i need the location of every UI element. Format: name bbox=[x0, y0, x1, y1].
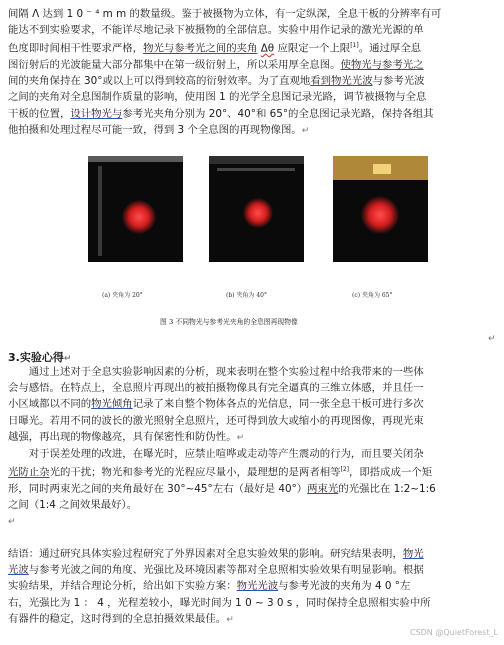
text-line: 能达不到实验要求，不能详尽地记录下被摄物的全部信息。实验中用作记录的激光光源的单 bbox=[8, 24, 424, 37]
text-line: 小区域都以不同的 bbox=[8, 398, 92, 411]
underlined-text: 使物光与参考光之 bbox=[340, 59, 424, 72]
section-heading: 3.实验心得↵ bbox=[8, 351, 72, 364]
subfigure-caption: (b) 夹角为 40° bbox=[226, 292, 267, 299]
text-line: 的光强比在 1:2~1:6 bbox=[338, 482, 436, 495]
text-line: 光的干扰；物光和参考光的光程应尽量小，最理想的是两者相等 bbox=[49, 466, 341, 479]
underlined-text: 看到物光光波 bbox=[310, 75, 373, 88]
text-line: 他拍摄和处理过程尽可能一致，得到 3 个全息图的再现物像图。 bbox=[8, 123, 302, 136]
watermark: CSDN @QuietForest_L bbox=[409, 628, 498, 637]
subfigure-caption: (a) 夹角为 20° bbox=[102, 292, 143, 299]
text-line: 干板的位置， bbox=[8, 107, 71, 120]
text-line: 参考光夹角分别为 20°、40°和 65°的全息图记录光路，保持各组其 bbox=[122, 107, 434, 120]
underlined-text: 设计物光与 bbox=[70, 107, 123, 120]
text-line: 越强，再出现的物像越亮，具有保密性和防伪性。 bbox=[8, 430, 237, 443]
paragraph-mark: ↵ bbox=[226, 614, 234, 625]
paragraph-mark: ↵ bbox=[236, 432, 245, 443]
text-line: 与参考光波之间的角度、光强比及环境因素等都对全息照相实验效果有明显影响。根据 bbox=[28, 564, 424, 577]
underlined-text: 物光与参考光之间的夹角 bbox=[143, 42, 258, 55]
underlined-text: 物光 bbox=[402, 548, 424, 560]
underlined-text: 光防止杂 bbox=[8, 466, 50, 479]
figure-title: 图 3 不同物光与参考光夹角的全息图再现物像 bbox=[160, 318, 298, 326]
text-line: 与参考光波的夹角为 4 0 °左 bbox=[278, 580, 411, 593]
conclusion-paragraph bbox=[8, 546, 500, 628]
hologram-image-65deg bbox=[333, 156, 428, 262]
experience-paragraph bbox=[8, 364, 500, 446]
paragraph-mark: ↵ bbox=[488, 334, 496, 344]
hologram-image-20deg bbox=[88, 156, 183, 262]
text-line: 实验结果，并结合理论分析，给出如下实验方案： bbox=[8, 580, 237, 593]
text-line: 结语：通过研究具体实验过程研究了外界因素对全息实验效果的影响。研究结果表明， bbox=[8, 548, 403, 560]
text-line: 会与感悟。在特点上，全息照片再现出的被拍摄物像具有完全逼真的三维立体感，并且任一 bbox=[8, 382, 424, 395]
text-line: 通过上述对于全息实验影响因素的分析，现来表明在整个实验过程中给我带来的一些体 bbox=[28, 366, 424, 378]
text-line: 记录了来自整个物体各点的光信息，同一张全息干板可进行多次 bbox=[132, 398, 424, 411]
subfigure-caption: (c) 夹角为 65° bbox=[352, 292, 393, 299]
text-line: 形，同时两束光之间的夹角最好在 30°~45°左右（最好是 40°） bbox=[8, 482, 308, 495]
text-line: 日曝光。若用不同的波长的激光照射全息照片，还可得到放大或缩小的再现图像，再现光束 bbox=[8, 414, 424, 427]
error-handling-paragraph bbox=[8, 446, 500, 530]
citation-ref[interactable]: [2] bbox=[340, 466, 349, 474]
underlined-text: 两束光 bbox=[307, 482, 339, 495]
text-line: 右，光强比为 1 ： 4 ，光程差较小，曝光时间为 1 0 ~ 3 0 s ，同时保持全息照相实验中所 bbox=[8, 596, 431, 609]
underlined-text: 光波 bbox=[8, 564, 29, 577]
text-line: 与参考光波 bbox=[372, 75, 425, 88]
paragraph-mark: ↵ bbox=[63, 354, 72, 364]
angle-symbol: Δθ bbox=[260, 42, 275, 55]
text-line: 之间（1:4 之间效果最好）。 bbox=[8, 499, 138, 512]
hologram-image-40deg bbox=[209, 156, 304, 262]
figure-3 bbox=[88, 156, 428, 306]
text-line: 色度即时间相干性要求严格， bbox=[8, 42, 144, 55]
intro-paragraph bbox=[8, 6, 500, 139]
paragraph-mark: ↵ bbox=[8, 517, 16, 528]
underlined-text: 物光光波 bbox=[236, 580, 279, 593]
text-line: 有器件的稳定，这时得到的全息拍摄效果最佳。 bbox=[8, 612, 227, 625]
text-line: 之间的夹角对全息图制作质量的影响，使用图 1 的光学全息图记录光路，调节被摄物与全息 bbox=[8, 91, 427, 104]
text-line: ，即搭成成一个矩 bbox=[349, 466, 433, 479]
text-line: 对于误差处理的改进，在曝光时，应禁止喧哗或走动等产生震动的行为，而且要关闭杂 bbox=[28, 448, 424, 460]
paragraph-mark: ↵ bbox=[301, 125, 310, 136]
text-line: 。通过厚全息 bbox=[358, 42, 422, 55]
citation-ref[interactable]: [1] bbox=[350, 42, 359, 50]
text-line: 间的夹角保持在 30°或以上可以得到较高的衍射效率。为了直观地 bbox=[8, 75, 311, 88]
text-line: 图衍射后的光波能量大部分都集中在第一级衍射上，所以采用厚全息图。 bbox=[8, 59, 341, 72]
text-line: 间隔 Λ 达到 1 0 ⁻ ⁴ m m 的数量级。鉴于被摄物为立体，有一定纵深，全息干板的分辨率有可 bbox=[8, 8, 442, 20]
text-line: 应限定一个上限 bbox=[277, 42, 351, 55]
underlined-text: 物光倾角 bbox=[91, 398, 133, 411]
